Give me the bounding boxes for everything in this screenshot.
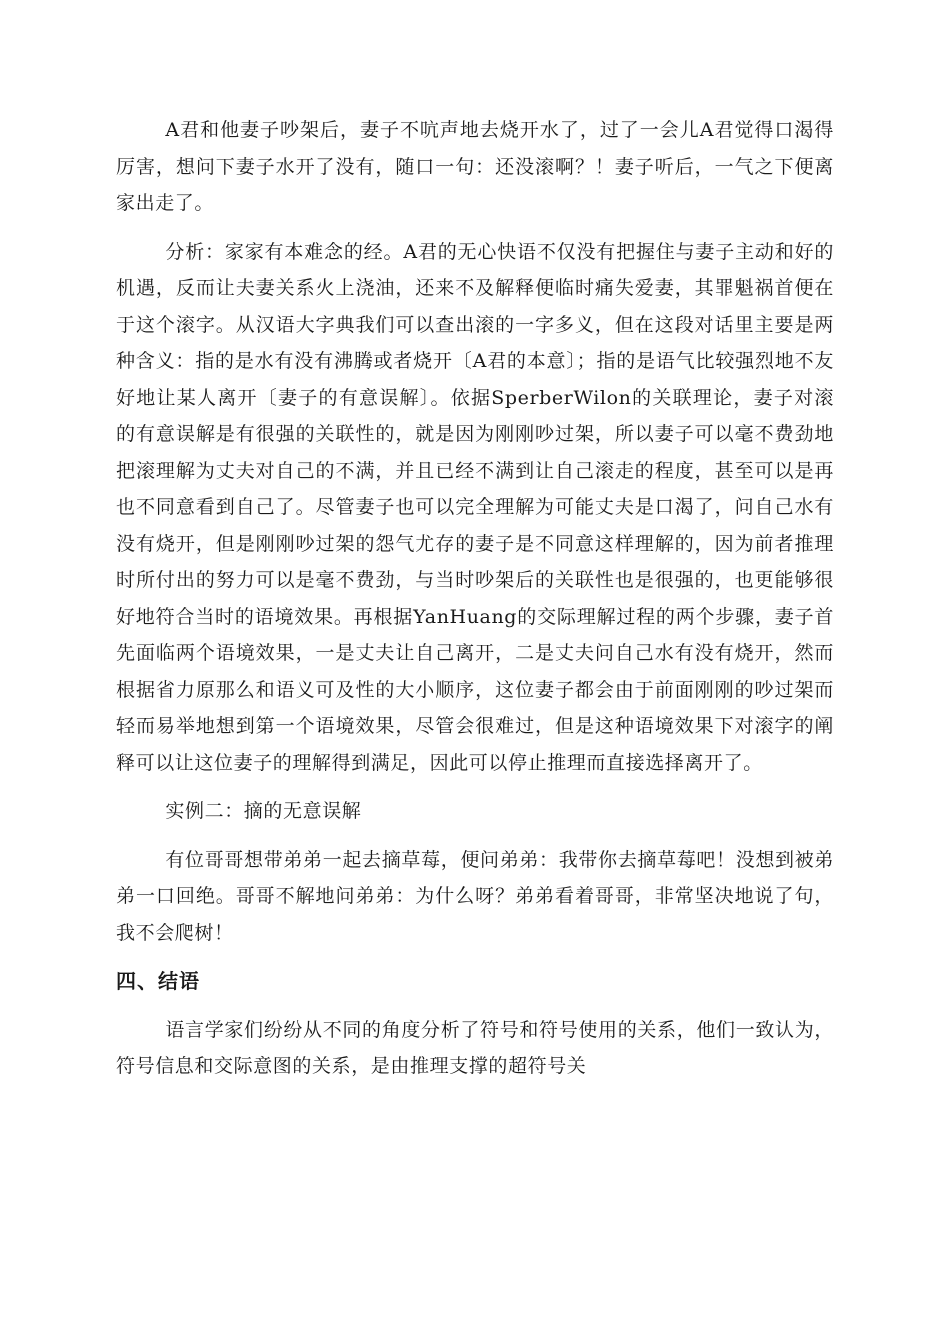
paragraph-conclusion: 语言学家们纷纷从不同的角度分析了符号和符号使用的关系，他们一致认为，符号信息和交际意图的关系，是由推理支撑的超符号关 [116, 1018, 834, 1077]
paragraph-example-two: 有位哥哥想带弟弟一起去摘草莓，便问弟弟：我带你去摘草莓吧！没想到被弟弟一口回绝。哥哥不解地问弟弟：为什么呀？弟弟看着哥哥，非常坚决地说了句，我不会爬树！ [116, 848, 834, 944]
paragraph-example-two-title: 实例二：摘的无意误解 [165, 800, 362, 822]
paragraph-example-one: A君和他妻子吵架后，妻子不吭声地去烧开水了，过了一会儿A君觉得口渴得厉害，想问下妻子水开了没有，随口一句：还没滚啊？！妻子听后，一气之下便离家出走了。 [116, 119, 834, 214]
section-heading-conclusion: 四、结语 [116, 969, 200, 993]
document-page [116, 112, 834, 1097]
paragraph-analysis: 分析：家家有本难念的经。A君的无心快语不仅没有把握住与妻子主动和好的机遇，反而让夫妻关系火上浇油，还来不及解释便临时痛失爱妻，其罪魁祸首便在于这个滚字。从汉语大字典我们可以查出滚的一字多义，但在这段对话里主要是两种含义：指的是水有没有沸腾或者烧开〔A君的本意〕；指的是语气比较强烈地不友好地让某人离开〔妻子的有意误解〕。依据SperberWilon的关联理论，妻子对滚的有意误解是有很强的关联性的，就是因为刚刚吵过架，所以妻子可以毫不费劲地把滚理解为丈夫对自己的不满，并且已经不满到让自己滚走的程度，甚至可以是再也不同意看到自己了。尽管妻子也可以完全理解为可能丈夫是口渴了，问自己水有没有烧开，但是刚刚吵过架的怨气尤存的妻子是不同意这样理解的，因为前者推理时所付出的努力可以是毫不费劲，与当时吵架后的关联性也是很强的，也更能够很好地符合当时的语境效果。再根据YanHuang的交际理解过程的两个步骤，妻子首先面临两个语境效果，一是丈夫让自己离开，二是丈夫问自己水有没有烧开，然而根据省力原那么和语义可及性的大小顺序，这位妻子都会由于前面刚刚的吵过架而轻而易举地想到第一个语境效果，尽管会很难过，但是这种语境效果下对滚字的阐释可以让这位妻子的理解得到满足，因此可以停止推理而直接选择离开了。 [116, 240, 834, 774]
